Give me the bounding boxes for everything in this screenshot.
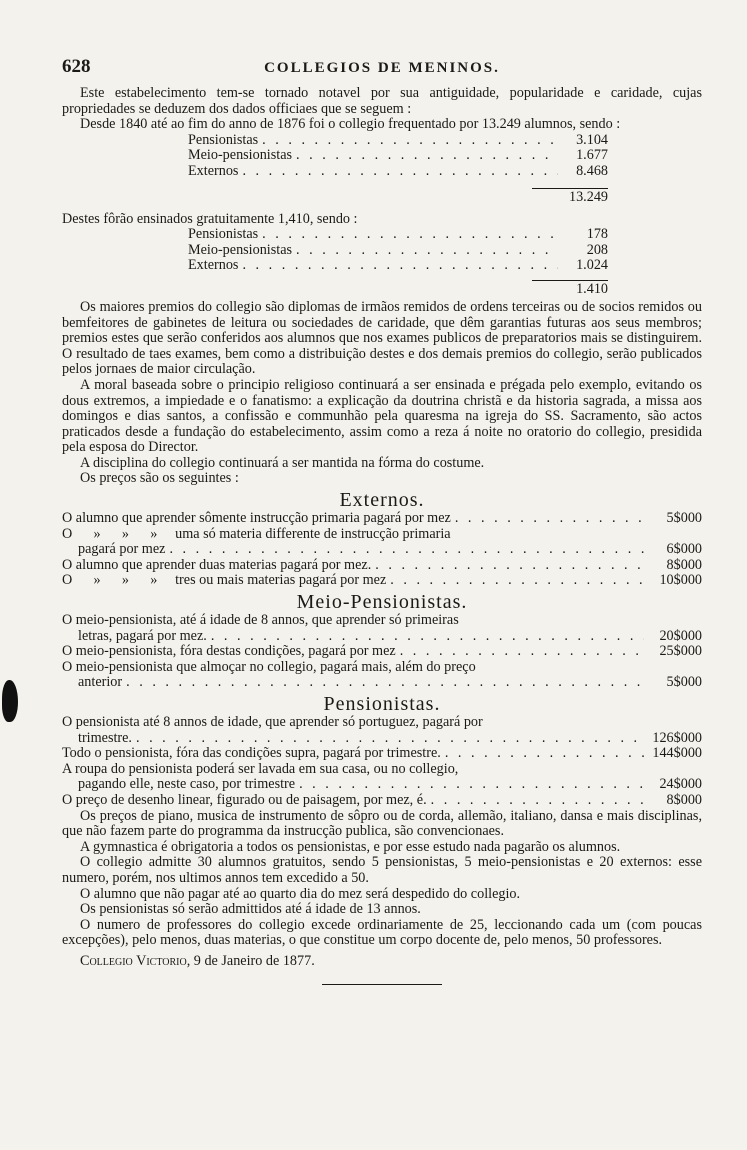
gratis-intro: Destes fôrão ensinados gratuitamente 1,410, sendo : — [62, 210, 358, 227]
moral-paragraph: A moral baseada sobre o principio religioso continuará a ser ensinada e prégada pelo exemplo, evitando os dous extremos, a impiedade e o fanatismo: a explicação da doutrina christã e da historia sagrada, a missa aos domingos e dias santos, a confissão e communhão pela quaresma na igreja do SS. Sacramento, são actos praticados desde a fundação do estabelecimento, assim como a reza á noite no oratorio do collegio, presidida pela esposa do Director. — [62, 376, 702, 456]
signature-date: , 9 de Janeiro de 1877. — [186, 952, 315, 969]
gratis-row: Meio-pensionistas . . . 208 — [188, 243, 608, 259]
premios-paragraph: Os maiores premios do collegio são diplomas de irmãos remidos de ordens terceiras ou de socios remidos ou bemfeitores de gabinetes de leitura ou sociedades de caridade, que dêm garantias futuras aos seus membros; premios estes que serão conferidos aos alumnos que nos exames publicos de preparatorios mais se distinguirem. O resultado de taes exames, bem como a distribuição destes e dos demais premios do collegio, serão publicados pelos jornaes de maior circulação. — [62, 298, 702, 378]
section-title-externos: Externos. — [339, 489, 425, 512]
intro-paragraph: Este estabelecimento tem-se tornado notavel por sua antiguidade, popularidade e caridade, cujas propriedades se deduzem dos dados officiaes que se seguem : — [62, 85, 702, 117]
gratis-table — [188, 227, 608, 274]
gratis-total: 1.410 — [532, 280, 608, 298]
price-row: O preço de desenho linear, figurado ou de paisagem, por mez, é. . . . 8$000 — [62, 793, 702, 809]
running-header — [62, 56, 702, 86]
price-row: O meio-pensionista, fóra destas condições, pagará por mez . . . 25$000 — [62, 644, 702, 660]
signature — [62, 953, 702, 970]
end-rule — [322, 984, 442, 985]
final-paragraph: O numero de professores do collegio excede ordinariamente de 25, leccionando cada um (com poucas excepções), pelo menos, duas materias, o que constitue um corpo docente de, pelo menos, 50 professores. — [62, 916, 702, 949]
final-paragraph: O alumno que não pagar até ao quarto dia do mez será despedido do collegio. — [80, 885, 521, 902]
price-row: anterior . . . 5$000 — [62, 675, 702, 691]
attendance-row: Meio-pensionistas . . . 1.677 — [188, 148, 608, 164]
section-title-meio-pensionistas: Meio-Pensionistas. — [296, 591, 468, 614]
running-title: COLLEGIOS DE MENINOS. — [264, 60, 500, 76]
price-line: O » » » uma só materia differente de instrucção primaria — [62, 525, 451, 542]
price-row: trimestre. . . . 126$000 — [62, 731, 702, 747]
final-paragraph: O collegio admitte 30 alumnos gratuitos, sendo 5 pensionistas, 5 meio-pensionistas e 20 externos: esse numero, porém, nos ultimos annos tem excedido a 50. — [62, 854, 702, 886]
page-number: 628 — [62, 56, 91, 77]
price-row: letras, pagará por mez. . . . 20$000 — [62, 629, 702, 645]
gratis-row: Externos . . . 1.024 — [188, 258, 608, 274]
disciplina-paragraph: A disciplina do collegio continuará a ser mantida na fórma do costume. — [80, 454, 485, 471]
attendance-table — [188, 133, 608, 180]
price-line: O meio-pensionista, até á idade de 8 annos, que aprender só primeiras — [62, 612, 459, 629]
final-paragraph: Os preços de piano, musica de instrumento de sôpro ou de corda, allemão, italiano, dansa e mais disciplinas, que não fazem parte do programma da instrucção publica, são convencionaes. — [62, 807, 702, 840]
price-row: pagando elle, neste caso, por trimestre . . . 24$000 — [62, 777, 702, 793]
attendance-total: 13.249 — [532, 188, 608, 206]
signature-place: Collegio Victorio — [80, 952, 187, 969]
price-line: A roupa do pensionista poderá ser lavada em sua casa, ou no collegio, — [62, 760, 459, 777]
precos-intro: Os preços são os seguintes : — [80, 470, 239, 487]
price-row: pagará por mez . . . 6$000 — [62, 542, 702, 558]
page — [62, 56, 702, 985]
attendance-row: Pensionistas . . . 3.104 — [188, 133, 608, 149]
attendance-paragraph: Desde 1840 até ao fim do anno de 1876 foi o collegio frequentado por 13.249 alumnos, sendo : — [80, 116, 621, 133]
gratis-row: Pensionistas . . . 178 — [188, 227, 608, 243]
final-paragraph: Os pensionistas só serão admittidos até á idade de 13 annos. — [80, 901, 421, 918]
price-line: O pensionista até 8 annos de idade, que aprender só portuguez, pagará por — [62, 714, 483, 730]
section-title-pensionistas: Pensionistas. — [323, 693, 441, 715]
price-line: O meio-pensionista que almoçar no collegio, pagará mais, além do preço — [62, 658, 476, 675]
price-row: O alumno que aprender sômente instrucção primaria pagará por mez . . . 5$000 — [62, 511, 702, 527]
price-row: O » » » tres ou mais materias pagará por mez . . . 10$000 — [62, 573, 702, 589]
final-paragraph: A gymnastica é obrigatoria a todos os pensionistas, e por esse estudo nada pagarão os alumnos. — [80, 838, 621, 855]
price-row: Todo o pensionista, fóra das condições supra, pagará por trimestre. . . . 144$000 — [62, 746, 702, 762]
attendance-row: Externos . . . 8.468 — [188, 164, 608, 180]
ink-blot — [2, 680, 18, 722]
price-row: O alumno que aprender duas materias pagará por mez. . . . 8$000 — [62, 558, 702, 574]
